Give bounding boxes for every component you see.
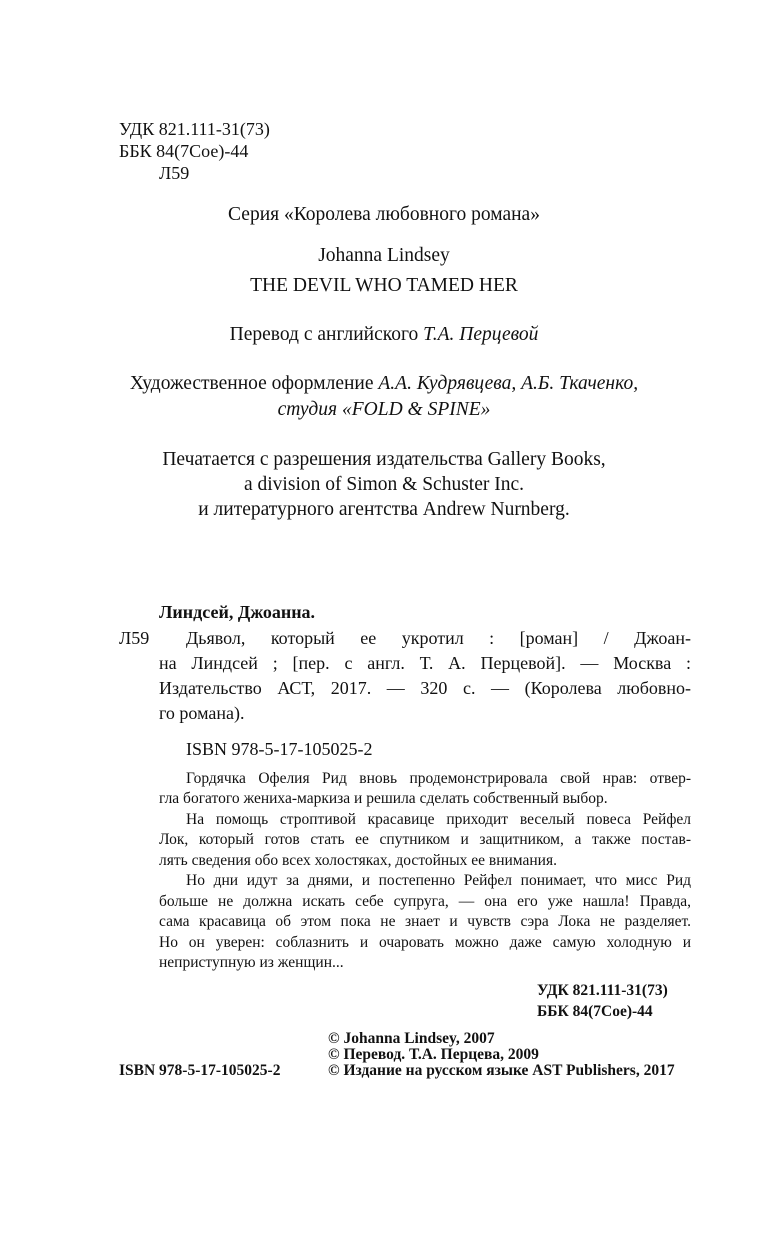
annotation-line-5: лять сведения обо всех холостяках, достойных ее внимания.	[159, 852, 557, 869]
annotation-line-1: Гордячка Офелия Рид вновь продемонстрировала свой нрав: отвер-	[186, 770, 691, 787]
catalog-mark: Л59	[119, 628, 150, 648]
annotation-line-4: Лок, который готов стать ее спутником и защитником, а также постав-	[159, 831, 691, 848]
catalog-line-1: Дьявол, который ее укротил : [роман] / Джоан-	[186, 628, 691, 648]
catalog-line-3: Издательство АСТ, 2017. — 320 с. — (Королева любовно-	[159, 678, 691, 698]
annotation-line-3: На помощь строптивой красавице приходит веселый повеса Рейфел	[186, 811, 691, 828]
design-artists: А.А. Кудрявцева, А.Б. Ткаченко,	[378, 373, 639, 394]
bbk-code: ББК 84(7Сое)-44	[119, 141, 249, 161]
catalog-line-4: го романа).	[159, 703, 245, 723]
translator-name: Т.А. Перцевой	[423, 324, 539, 345]
bottom-bbk-code: ББК 84(7Сое)-44	[537, 1003, 653, 1020]
design-line	[0, 374, 768, 394]
design-prefix: Художественное оформление	[129, 373, 374, 394]
bottom-udk-code: УДК 821.111-31(73)	[537, 982, 668, 999]
translation-prefix: Перевод с английского	[229, 324, 419, 345]
catalog-line-2: на Линдсей ; [пер. с англ. Т. А. Перцевой]. — Москва :	[159, 653, 691, 673]
design-studio: студия «FOLD & SPINE»	[277, 399, 491, 420]
copyright-line-2: © Перевод. Т.А. Перцева, 2009	[328, 1046, 539, 1063]
annotation-line-8: сама красавица об этом пока не знает и чувств сэра Лока не разделяет.	[159, 913, 691, 930]
catalog-author-heading: Линдсей, Джоанна.	[159, 602, 316, 622]
copyright-line-3: © Издание на русском языке AST Publishers, 2017	[328, 1062, 675, 1079]
annotation-line-2: гла богатого жениха-маркиза и решила сделать собственный выбор.	[159, 790, 608, 807]
author-mark: Л59	[159, 163, 190, 183]
udk-code: УДК 821.111-31(73)	[119, 119, 270, 139]
annotation-line-7: больше не должна искать себе супруга, — она его уже нашла! Правда,	[159, 893, 691, 910]
copyright-line-1: © Johanna Lindsey, 2007	[328, 1030, 495, 1047]
annotation-line-9: Но он уверен: соблазнить и очаровать можно даже самую холодную и	[159, 934, 691, 951]
annotation-line-6: Но дни идут за днями, и постепенно Рейфел понимает, что мисс Рид	[186, 872, 691, 889]
original-title: THE DEVIL WHO TAMED HER	[250, 275, 518, 296]
original-author: Johanna Lindsey	[318, 245, 450, 266]
catalog-isbn: ISBN 978-5-17-105025-2	[186, 739, 373, 759]
permission-line-2: a division of Simon & Schuster Inc.	[243, 474, 525, 495]
series-line: Серия «Королева любовного романа»	[228, 204, 540, 225]
permission-line-3: и литературного агентства Andrew Nurnberg.	[198, 499, 570, 520]
translation-line	[0, 325, 768, 345]
permission-line-1: Печатается с разрешения издательства Gallery Books,	[162, 449, 606, 470]
annotation-line-10: неприступную из женщин...	[159, 954, 344, 971]
copyright-isbn: ISBN 978-5-17-105025-2	[119, 1062, 281, 1079]
